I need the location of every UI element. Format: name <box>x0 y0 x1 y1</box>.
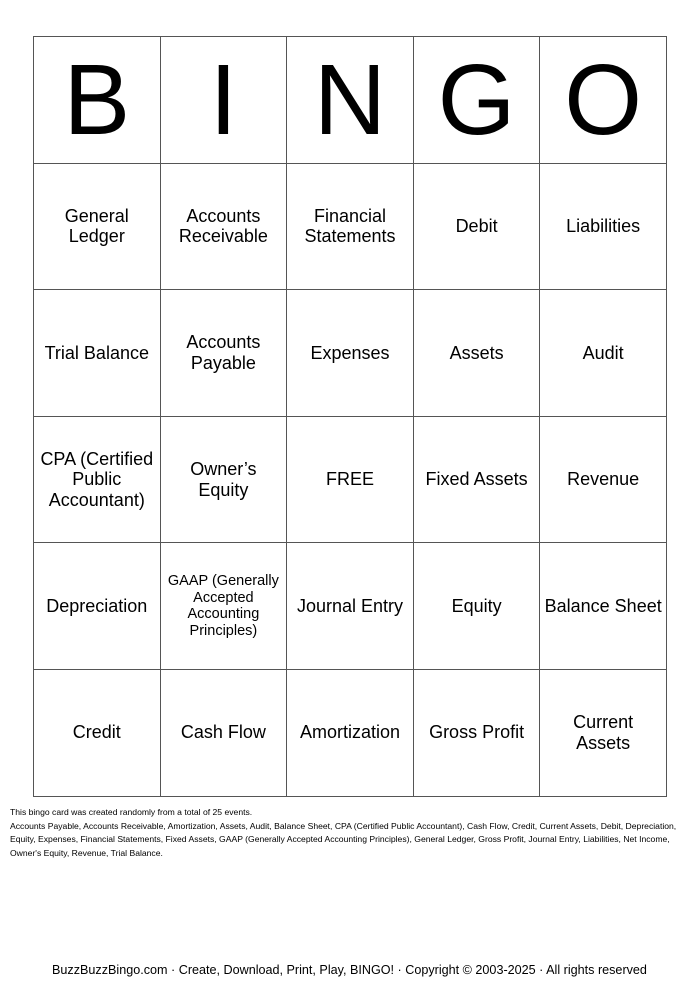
bingo-cell[interactable]: Trial Balance <box>34 290 161 417</box>
bingo-card <box>33 36 667 797</box>
bingo-cell[interactable]: Debit <box>413 163 540 290</box>
bingo-cell[interactable]: Audit <box>540 290 667 417</box>
bingo-cell[interactable]: Amortization <box>287 669 414 796</box>
card-row <box>34 290 667 417</box>
card-row <box>34 543 667 670</box>
header-letter-b: B <box>34 37 161 164</box>
bingo-cell[interactable]: Depreciation <box>34 543 161 670</box>
events-summary: This bingo card was created randomly from a total of 25 events. <box>10 807 253 817</box>
header-letter-g: G <box>413 37 540 164</box>
bingo-cell[interactable]: Liabilities <box>540 163 667 290</box>
bingo-cell[interactable]: Revenue <box>540 416 667 543</box>
bingo-cell[interactable]: Assets <box>413 290 540 417</box>
bingo-cell[interactable]: Accounts Receivable <box>160 163 287 290</box>
free-space-cell[interactable]: FREE <box>287 416 414 543</box>
bingo-cell[interactable]: Gross Profit <box>413 669 540 796</box>
header-letter-n: N <box>287 37 414 164</box>
bingo-cell[interactable]: Credit <box>34 669 161 796</box>
header-letter-i: I <box>160 37 287 164</box>
bingo-cell[interactable]: Fixed Assets <box>413 416 540 543</box>
footer-copyright: BuzzBuzzBingo.com · Create, Download, Print, Play, BINGO! · Copyright © 2003-2025 · All rights reserved <box>52 963 647 977</box>
events-list: Accounts Payable, Accounts Receivable, Amortization, Assets, Audit, Balance Sheet, CPA (Certified Public Accountant), Cash Flow, Credit, Current Assets, Debit, Depreciation, Equity, Expenses, Financial Statements, Fixed Assets, GAAP (Generally Accepted Accounting Principles), General Ledger, Gross Profit, Journal Entry, Liabilities, Net Income, Owner's Equity, Revenue, Trial Balance. <box>10 820 677 858</box>
bingo-cell[interactable]: General Ledger <box>34 163 161 290</box>
bingo-cell[interactable]: CPA (Certified Public Accountant) <box>34 416 161 543</box>
bingo-cell[interactable]: Equity <box>413 543 540 670</box>
events-note <box>10 806 692 860</box>
header-letter-o: O <box>540 37 667 164</box>
bingo-cell[interactable]: Expenses <box>287 290 414 417</box>
bingo-cell[interactable]: Financial Statements <box>287 163 414 290</box>
bingo-cell[interactable]: Journal Entry <box>287 543 414 670</box>
bingo-cell[interactable]: Current Assets <box>540 669 667 796</box>
header-row <box>34 37 667 164</box>
bingo-cell[interactable]: Cash Flow <box>160 669 287 796</box>
card-row <box>34 163 667 290</box>
bingo-cell[interactable]: GAAP (Generally Accepted Accounting Principles) <box>160 543 287 670</box>
bingo-cell[interactable]: Owner’s Equity <box>160 416 287 543</box>
bingo-cell[interactable]: Balance Sheet <box>540 543 667 670</box>
card-row <box>34 416 667 543</box>
bingo-cell[interactable]: Accounts Payable <box>160 290 287 417</box>
card-row <box>34 669 667 796</box>
